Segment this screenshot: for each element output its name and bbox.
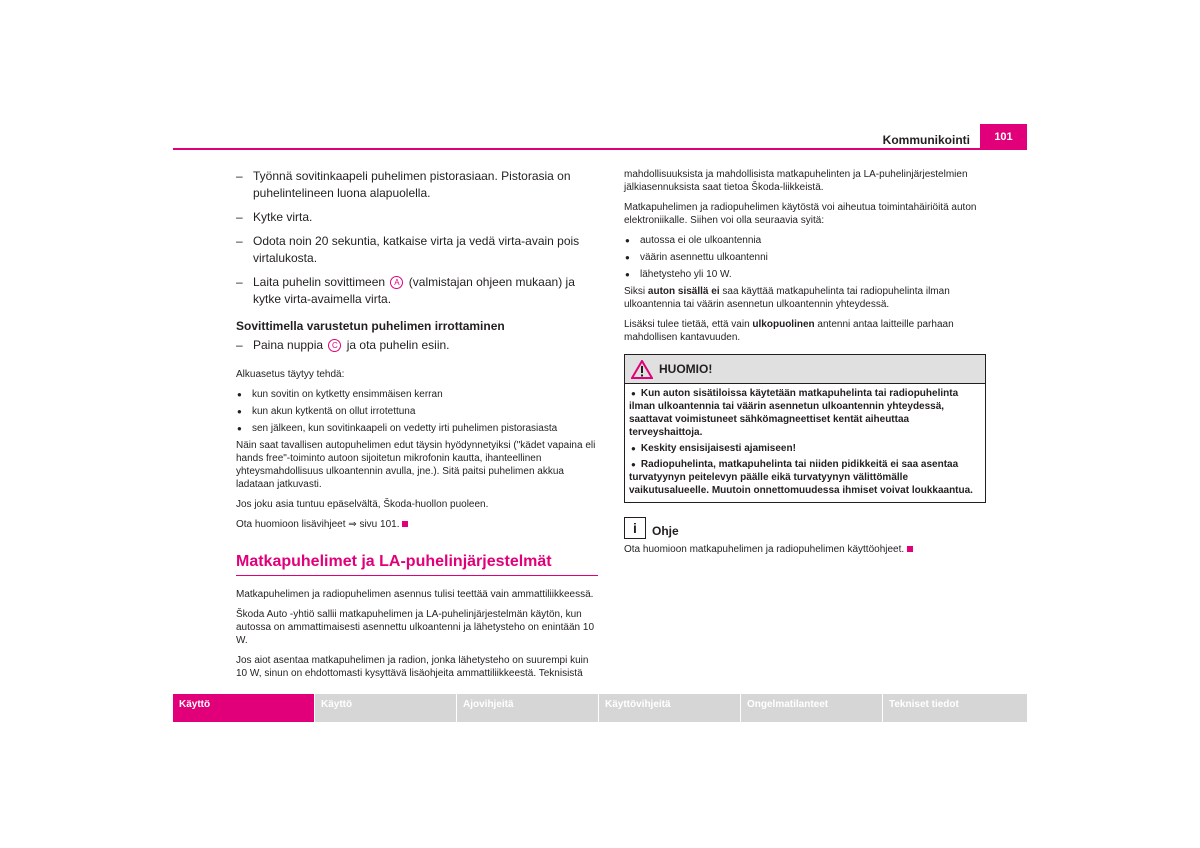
warning-title: HUOMIO!: [659, 361, 713, 376]
bullet-icon: ●: [631, 444, 636, 453]
paragraph: Jos aiot asentaa matkapuhelimen ja radion, jonka lähetysteho on suurempi kuin 10 W, sinun on ehdottomasti kysyttävä lisäohjeita ammattiliikkeestä. Teknisistä: [236, 655, 589, 679]
step-text: Paina nuppia: [253, 338, 324, 352]
paragraph: Matkapuhelimen ja radiopuhelimen käytöstä voi aiheutua toimintahäiriöitä auton elektroniikalle. Siihen voi olla seuraavia syitä:: [624, 202, 977, 226]
right-column: [624, 168, 986, 563]
step-text: Laita puhelin sovittimeen: [253, 275, 386, 289]
bullet-icon: ●: [631, 389, 636, 398]
step-item: – Odota noin 20 sekuntia, katkaise virta ja vedä virta-avain pois virtalukosta.: [236, 233, 598, 267]
warning-text: Keskity ensisijaisesti ajamiseen!: [640, 443, 796, 454]
text-run: saa käyttää matkapuhelinta tai radiopuhelinta ilman ulkoantennia tai väärin asennetun ulkoantennin yhteydessä.: [624, 286, 950, 310]
paragraph: Matkapuhelimen ja radiopuhelimen asennus tulisi teettää vain ammattiliikkeessä.: [236, 589, 594, 600]
step-item: [236, 274, 598, 308]
left-column: [236, 168, 598, 687]
step-item: – Työnnä sovitinkaapeli puhelimen pistorasiaan. Pistorasia on puhelintelineen luona alapuolella.: [236, 168, 598, 202]
step-text: (valmistajan ohjeen mukaan) ja kytke virta-avaimella virta.: [253, 275, 575, 306]
warning-header: [625, 355, 985, 384]
paragraph: [624, 285, 986, 311]
text-run: Lisäksi tulee tietää, että vain: [624, 319, 750, 330]
note-header: [624, 517, 986, 539]
footer-nav: [173, 694, 1027, 722]
end-mark-icon: [907, 546, 913, 552]
emphasis: auton sisällä ei: [647, 286, 720, 297]
ref-c-icon: C: [328, 339, 341, 352]
warning-box: [624, 354, 986, 503]
removal-step: [236, 337, 598, 354]
end-mark-icon: [402, 521, 408, 527]
step-item: – Kytke virta.: [236, 209, 598, 226]
chapter-title: Kommunikointi: [882, 133, 970, 147]
warning-item: [629, 442, 981, 455]
text-run: antenni antaa laitteille parhaan mahdollisen kantavuuden.: [624, 319, 954, 343]
emphasis: ulkopuolinen: [752, 319, 815, 330]
list-item: ● kun sovitin on kytketty ensimmäisen kerran: [236, 388, 598, 401]
ref-a-icon: A: [390, 276, 403, 289]
paragraph: Škoda Auto -yhtiö sallii matkapuhelimen ja LA-puhelinjärjestelmän käytön, kun autossa on ammattimaisesti asennettu ulkoantenni ja lähetysteho on enintään 10 W.: [236, 609, 595, 646]
warning-text: Kun auton sisätiloissa käytetään matkapuhelinta tai radiopuhelinta ilman ulkoantennia tai väärin asennetun ulkoantennin yhteydessä, saattavat voimistuneet sähkömagneettiset kentät aiheuttaa terveyshaittoja.: [629, 388, 959, 438]
warning-item: [629, 458, 981, 497]
subheading-removal: Sovittimella varustetun puhelimen irrottaminen: [236, 319, 505, 333]
list-item: ● lähetysteho yli 10 W.: [624, 268, 986, 281]
warning-triangle-icon: [631, 360, 653, 379]
page-number: 101: [980, 124, 1027, 150]
paragraph: mahdollisuuksista ja mahdollisista matkapuhelinten ja LA-puhelinjärjestelmien jälkiasennuksista saat tietoa Škoda-liikkeistä.: [624, 169, 968, 193]
note-title: Ohje: [652, 524, 679, 538]
paragraph: Jos joku asia tuntuu epäselvältä, Škoda-huollon puoleen.: [236, 499, 489, 510]
tab-tekniset-tiedot[interactable]: Tekniset tiedot: [883, 694, 1027, 722]
warning-item: [629, 387, 981, 439]
info-icon: i: [624, 517, 646, 539]
bullet-icon: ●: [631, 460, 636, 469]
note-text: [624, 543, 986, 556]
tab-ongelmatilanteet[interactable]: Ongelmatilanteet: [741, 694, 882, 722]
list-item: ● autossa ei ole ulkoantennia: [624, 234, 986, 247]
text-run: Siksi: [624, 286, 646, 297]
text-run: Ota huomioon matkapuhelimen ja radiopuhelimen käyttöohjeet.: [624, 544, 905, 555]
list-item: ● väärin asennettu ulkoantenni: [624, 251, 986, 264]
section-heading: Matkapuhelimet ja LA-puhelinjärjestelmät: [236, 551, 598, 576]
warning-text: Radiopuhelinta, matkapuhelinta tai niiden pidikkeitä ei saa asentaa turvatyynyn peitelevyn päälle eikä turvatyynyn välittömälle vaikutusalueelle. Muutoin onnettomuudessa ihmiset voivat loukkaantua.: [629, 459, 973, 496]
paragraph: [236, 518, 598, 531]
step-text: ja ota puhelin esiin.: [346, 338, 450, 352]
header-rule: [173, 148, 1027, 150]
list-item: ● sen jälkeen, kun sovitinkaapeli on vedetty irti puhelimen pistorasiasta: [236, 422, 598, 435]
paragraph: Näin saat tavallisen autopuhelimen edut täysin hyödynnetyiksi ("kädet vapaina eli hands free"-toiminto autoon sijoitetun mikrofonin kautta, ihanteellinen yhteysmahdollisuus ulkoantennin avulla, jne.). Sitä paitsi puhelimen akkua ladataan jatkuvasti.: [236, 440, 596, 490]
cross-reference[interactable]: Ota huomioon lisävihjeet ⇒ sivu 101.: [236, 519, 400, 530]
tab-kaytto[interactable]: Käyttö: [315, 694, 456, 722]
tab-ajovihjeita[interactable]: Ajovihjeitä: [457, 694, 598, 722]
tab-kaytto-active[interactable]: Käyttö: [173, 694, 314, 722]
reset-intro: Alkuasetus täytyy tehdä:: [236, 369, 345, 380]
paragraph: [624, 318, 986, 344]
list-item: ● kun akun kytkentä on ollut irrotettuna: [236, 405, 598, 418]
tab-kayttovihjeita[interactable]: Käyttövihjeitä: [599, 694, 740, 722]
warning-body: [625, 384, 985, 502]
